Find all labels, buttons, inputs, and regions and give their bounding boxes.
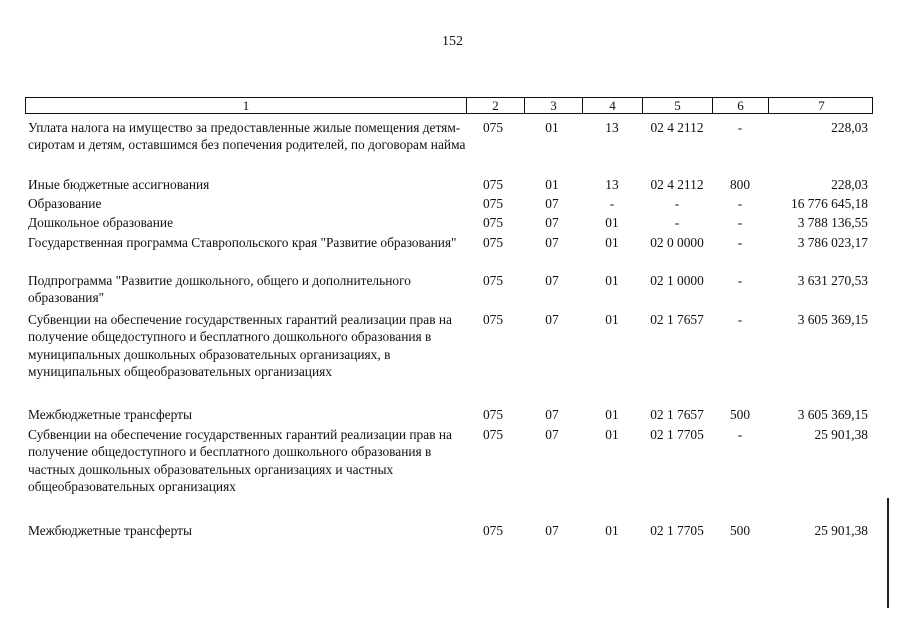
row-col-4: 01	[605, 427, 619, 442]
row-col-6: -	[737, 120, 743, 135]
row-col-4: 01	[605, 273, 619, 288]
row-col-2: 075	[482, 235, 504, 250]
row-col-2: 075	[482, 427, 504, 442]
row-name: Уплата налога на имущество за предоставленные жилые помещения детям-сиротам и детям, оставшимся без попечения родителей, по договорам найма	[28, 120, 466, 153]
row-col-5: -	[674, 215, 680, 230]
row-name: Дошкольное образование	[28, 215, 174, 230]
scan-edge-line	[887, 498, 889, 608]
row-col-6: -	[737, 427, 743, 442]
row-name: Субвенции на обеспечение государственных гарантий реализации прав на получение общедоступного и бесплатного дошкольного образования в муниципальных дошкольных образовательных организациях, в муниципальных общеобразовательных организациях	[28, 312, 452, 379]
header-col-5: 5	[642, 98, 712, 113]
row-col-4: 01	[605, 312, 619, 327]
row-col-7: 25 901,38	[814, 427, 868, 442]
row-col-2: 075	[482, 177, 504, 192]
row-col-4: 01	[605, 215, 619, 230]
row-col-3: 07	[545, 215, 559, 230]
row-col-6: 500	[729, 523, 751, 538]
header-col-2: 2	[466, 98, 524, 113]
row-col-6: -	[737, 196, 743, 211]
row-col-3: 07	[545, 273, 559, 288]
row-col-2: 075	[482, 523, 504, 538]
row-col-2: 075	[482, 312, 504, 327]
row-col-5: 02 1 7657	[650, 407, 704, 422]
row-col-6: -	[737, 273, 743, 288]
row-col-3: 07	[545, 235, 559, 250]
row-col-3: 01	[545, 177, 559, 192]
row-col-7: 3 786 023,17	[797, 235, 868, 250]
header-col-4: 4	[582, 98, 642, 113]
row-col-4: 13	[605, 177, 619, 192]
row-col-7: 3 631 270,53	[797, 273, 868, 288]
row-name: Межбюджетные трансферты	[28, 523, 192, 538]
row-col-7: 228,03	[831, 177, 868, 192]
row-col-4: 01	[605, 523, 619, 538]
row-name: Межбюджетные трансферты	[28, 407, 192, 422]
row-name: Государственная программа Ставропольского края "Развитие образования"	[28, 235, 457, 250]
row-name: Подпрограмма "Развитие дошкольного, общего и дополнительного образования"	[28, 273, 411, 306]
row-col-7: 25 901,38	[814, 523, 868, 538]
row-col-6: -	[737, 215, 743, 230]
row-col-7: 3 605 369,15	[797, 407, 868, 422]
row-col-2: 075	[482, 215, 504, 230]
row-col-3: 07	[545, 312, 559, 327]
header-col-3: 3	[524, 98, 582, 113]
row-col-4: 01	[605, 407, 619, 422]
row-col-4: 01	[605, 235, 619, 250]
row-col-7: 3 605 369,15	[797, 312, 868, 327]
row-col-2: 075	[482, 120, 504, 135]
row-col-3: 07	[545, 427, 559, 442]
header-col-1: 1	[242, 98, 250, 113]
row-col-3: 01	[545, 120, 559, 135]
row-col-3: 07	[545, 196, 559, 211]
row-col-5: 02 4 2112	[650, 120, 704, 135]
row-col-4: 13	[605, 120, 619, 135]
row-col-5: 02 4 2112	[650, 177, 704, 192]
row-col-3: 07	[545, 407, 559, 422]
row-col-7: 16 776 645,18	[791, 196, 868, 211]
row-name: Иные бюджетные ассигнования	[28, 177, 210, 192]
row-col-5: 02 1 7657	[650, 312, 704, 327]
row-col-5: 02 1 7705	[650, 523, 704, 538]
row-col-6: 500	[729, 407, 751, 422]
row-col-5: 02 1 7705	[650, 427, 704, 442]
row-col-7: 3 788 136,55	[797, 215, 868, 230]
row-name: Образование	[28, 196, 102, 211]
row-col-2: 075	[482, 273, 504, 288]
header-col-7: 7	[768, 98, 874, 113]
row-col-6: -	[737, 312, 743, 327]
row-col-5: -	[674, 196, 680, 211]
row-col-6: -	[737, 235, 743, 250]
row-col-5: 02 1 0000	[650, 273, 704, 288]
row-col-3: 07	[545, 523, 559, 538]
header-col-6: 6	[712, 98, 768, 113]
row-name: Субвенции на обеспечение государственных гарантий реализации прав на получение общедоступного и бесплатного дошкольного образования в частных дошкольных образовательных организациях и частных общеобразовательных организациях	[28, 427, 452, 494]
page-number: 152	[442, 34, 463, 49]
row-col-5: 02 0 0000	[650, 235, 704, 250]
row-col-2: 075	[482, 407, 504, 422]
row-col-2: 075	[482, 196, 504, 211]
row-col-7: 228,03	[831, 120, 868, 135]
row-col-4: -	[609, 196, 615, 211]
row-col-6: 800	[729, 177, 751, 192]
table-header	[25, 97, 873, 114]
